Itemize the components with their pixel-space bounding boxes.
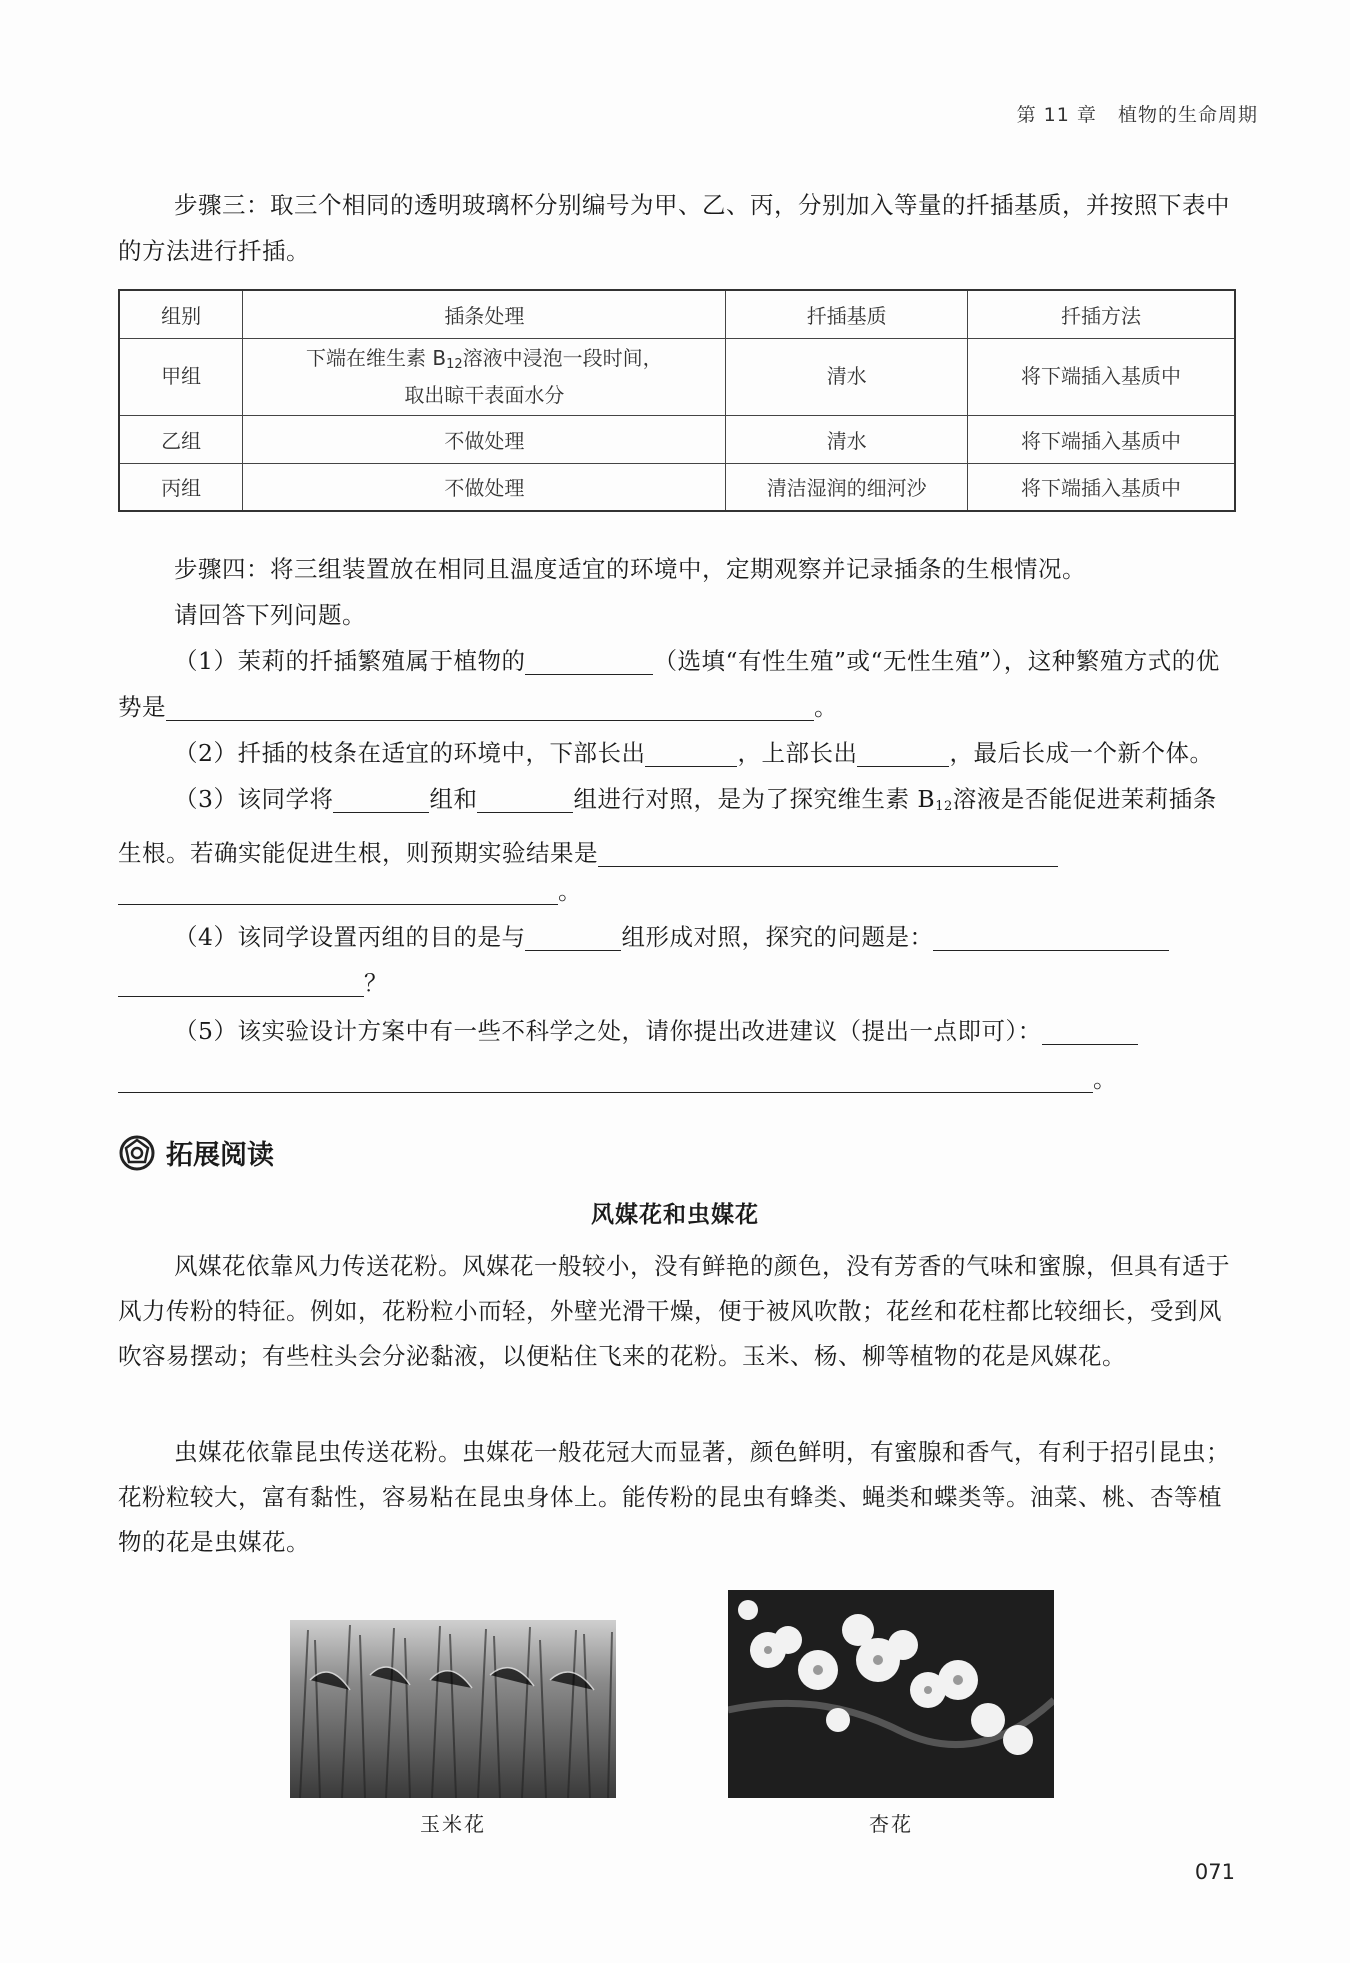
table-header-cell: 扦插基质 [726,290,968,338]
apricot-caption: 杏花 [869,1812,913,1836]
answer-blank [166,690,814,721]
question-2: （2）扦插的枝条在适宜的环境中，下部长出 ，上部长出 ，最后长成一个新个体。 [118,730,1236,776]
step4-text: 步骤四：将三组装置放在相同且温度适宜的环境中，定期观察并记录插条的生根情况。 [174,555,1086,583]
question-1: （1）茉莉的扦插繁殖属于植物的 （选填“有性生殖”或“无性生殖”），这种繁殖方式的优势是 。 [118,638,1236,730]
article-paragraph: 虫媒花依靠昆虫传送花粉。虫媒花一般花冠大而显著，颜色鲜明，有蜜腺和香气，有利于招引昆虫；花粉粒较大，富有黏性，容易粘在昆虫身体上。能传粉的昆虫有蜂类、蝇类和蝶类等。油菜、桃、杏等植物的花是虫媒花。 [118,1438,1230,1556]
table-header-cell: 扦插方法 [967,290,1235,338]
medium-cell: 清洁湿润的细河沙 [726,463,968,511]
chapter-title: 植物的生命周期 [1117,104,1258,126]
experiment-table [118,289,1236,512]
question-3: （3）该同学将 组和 组进行对照，是为了探究维生素 $B_{12}$溶液是否能促进茉莉插条生根。若确实能促进生根，则预期实验结果是 [118,776,1236,876]
table-row [119,463,1235,511]
medium-cell: 清水 [726,415,968,463]
answer-blank [477,782,573,813]
method-cell: 将下端插入基质中 [967,415,1235,463]
method-cell: 将下端插入基质中 [967,338,1235,415]
question-4: （4）该同学设置丙组的目的是与 组形成对照，探究的问题是： [118,914,1236,960]
answer-blank [118,1062,1093,1093]
answer-blank [645,736,737,767]
answer-prompt: 请回答下列问题。 [174,601,366,629]
answer-blank [857,736,949,767]
answer-blank [118,966,364,997]
answer-blank [525,920,621,951]
question-4-line-2: ？ [118,960,388,1006]
corn-flower-photo [290,1620,616,1798]
answer-blank [1042,1014,1138,1045]
flower-emblem-icon [118,1134,156,1172]
answer-blank [525,644,653,675]
table-header-row [119,290,1235,338]
method-cell: 将下端插入基质中 [967,463,1235,511]
question-3-line-2: 。 [118,868,582,914]
section-title: 拓展阅读 [166,1140,274,1171]
page-number: 071 [1194,1860,1235,1884]
answer-blank [933,920,1169,951]
table-row [119,415,1235,463]
table-row [119,338,1235,415]
article-paragraph: 风媒花依靠风力传送花粉。风媒花一般较小，没有鲜艳的颜色，没有芳香的气味和蜜腺，但具有适于风力传粉的特征。例如，花粉粒小而轻，外壁光滑干燥，便于被风吹散；花丝和花柱都比较细长，受到风吹容易摆动；有些柱头会分泌黏液，以便粘住飞来的花粉。玉米、杨、柳等植物的花是风媒花。 [118,1252,1230,1370]
question-5: （5）该实验设计方案中有一些不科学之处，请你提出改进建议（提出一点即可）： [118,1008,1236,1054]
section-heading [118,1133,274,1172]
treatment-cell: 下端在维生素 $B_{12}$溶液中浸泡一段时间， 取出晾干表面水分 [243,338,726,415]
step3-text: 步骤三：取三个相同的透明玻璃杯分别编号为甲、乙、丙，分别加入等量的扦插基质，并按照下表中的方法进行扦插。 [118,191,1230,265]
answer-blank [333,782,429,813]
treatment-cell: 不做处理 [243,463,726,511]
group-cell: 丙组 [119,463,243,511]
corn-caption: 玉米花 [420,1812,486,1836]
question-5-line-2: 。 [118,1056,1117,1102]
table-header-cell: 组别 [119,290,243,338]
article-title: 风媒花和虫媒花 [591,1202,759,1228]
chapter-label: 第 11 章 [1016,104,1097,126]
group-cell: 甲组 [119,338,243,415]
answer-blank [598,836,1058,867]
apricot-flower-photo [728,1590,1054,1798]
group-cell: 乙组 [119,415,243,463]
treatment-cell: 不做处理 [243,415,726,463]
table-header-cell: 插条处理 [243,290,726,338]
running-header [1017,100,1258,127]
medium-cell: 清水 [726,338,968,415]
answer-blank [118,874,558,905]
